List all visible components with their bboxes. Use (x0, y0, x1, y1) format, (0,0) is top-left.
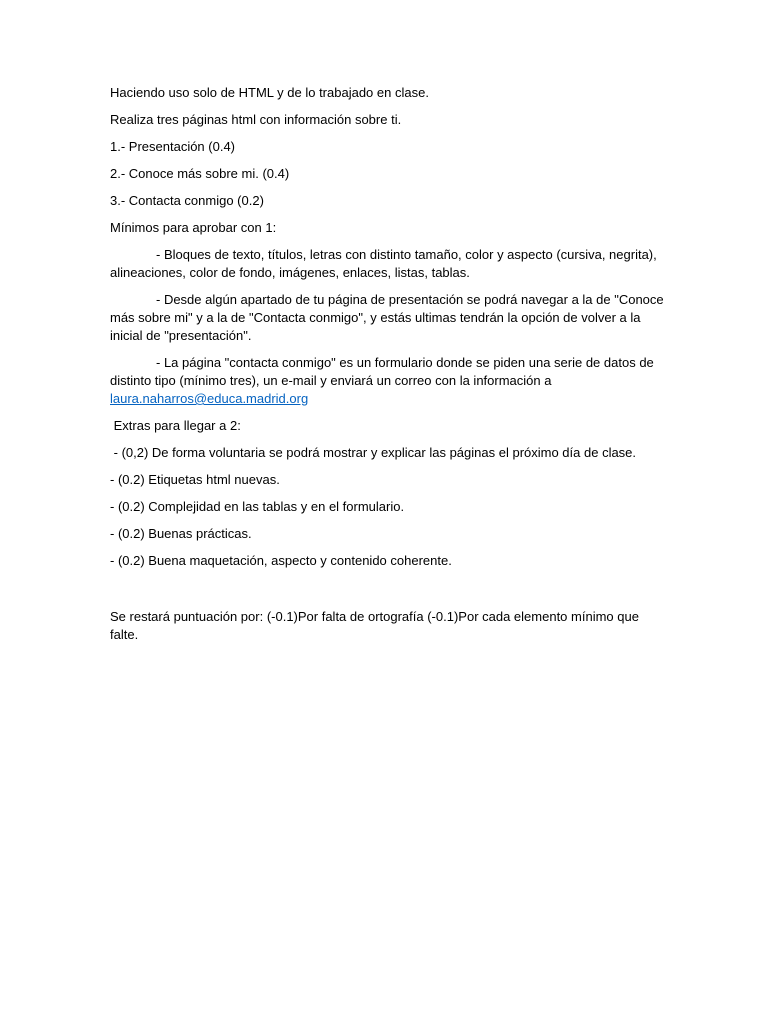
extras-heading: Extras para llegar a 2: (110, 418, 241, 433)
page-item-contacta: 3.- Contacta conmigo (0.2) (110, 193, 264, 208)
minimos-item-1: - Bloques de texto, títulos, letras con distinto tamaño, color y aspecto (cursiva, negrita), alineaciones, color de fondo, imágenes, enlaces, listas, tablas. (110, 247, 661, 280)
document-page (110, 84, 670, 653)
penalty-text: Se restará puntuación por: (-0.1)Por falta de ortografía (-0.1)Por cada elemento mínimo que falte. (110, 609, 643, 642)
email-link[interactable]: laura.naharros@educa.madrid.org (110, 391, 309, 406)
intro-text: Haciendo uso solo de HTML y de lo trabajado en clase. (110, 85, 429, 100)
task-text: Realiza tres páginas html con información sobre ti. (110, 112, 402, 127)
extras-item-4: - (0.2) Buenas prácticas. (110, 526, 252, 541)
page-item-presentacion: 1.- Presentación (0.4) (110, 139, 236, 154)
minimos-item-3 (110, 354, 670, 408)
page-item-conoce: 2.- Conoce más sobre mi. (0.4) (110, 166, 290, 181)
extras-item-2: - (0.2) Etiquetas html nuevas. (110, 472, 280, 487)
minimos-item-2: - Desde algún apartado de tu página de presentación se podrá navegar a la de "Conoce más sobre mi" y a la de "Contacta conmigo", y estás ultimas tendrán la opción de volver a la inicial de "presentación". (110, 292, 668, 343)
minimos-item-3-text: - La página "contacta conmigo" es un formulario donde se piden una serie de datos de distinto tipo (mínimo tres), un e-mail y enviará un correo con la información a (110, 355, 658, 388)
minimos-heading: Mínimos para aprobar con 1: (110, 220, 277, 235)
extras-item-5: - (0.2) Buena maquetación, aspecto y contenido coherente. (110, 553, 452, 568)
extras-item-1: - (0,2) De forma voluntaria se podrá mostrar y explicar las páginas el próximo día de clase. (110, 445, 637, 460)
extras-item-3: - (0.2) Complejidad en las tablas y en el formulario. (110, 499, 405, 514)
